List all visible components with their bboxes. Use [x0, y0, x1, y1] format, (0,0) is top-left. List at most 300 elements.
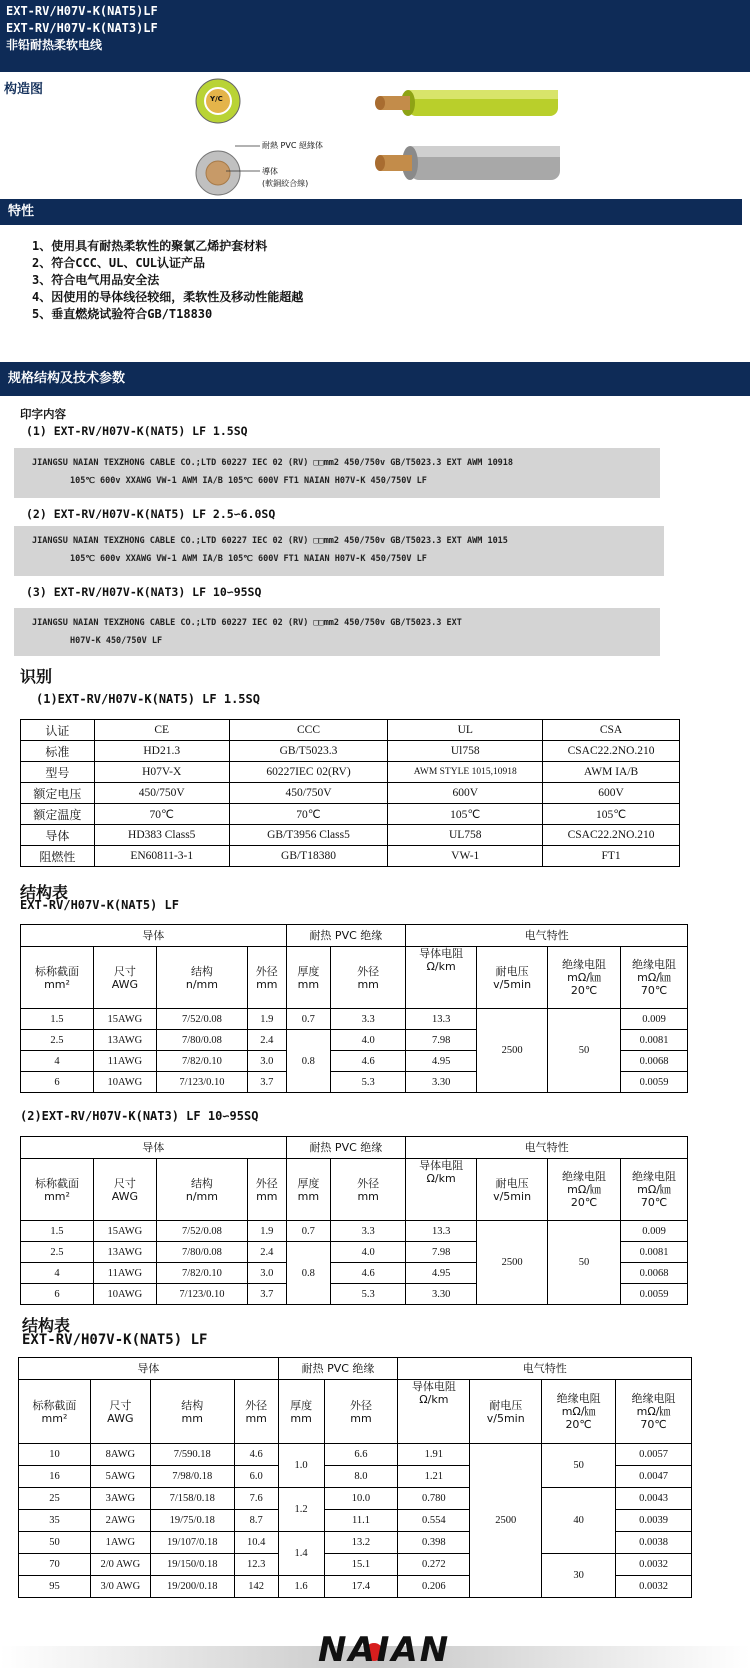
table-row — [19, 1554, 692, 1576]
table-cell: 电气特性 — [398, 1358, 692, 1380]
table-cell: 450/750V — [94, 783, 229, 804]
table-cell: 0.0068 — [621, 1051, 688, 1072]
table-cell: VW-1 — [388, 846, 543, 867]
table-cell: 4.6 — [331, 1263, 406, 1284]
header-text: 尺寸 — [113, 1176, 136, 1190]
header-text: mΩ/㎞ — [561, 1405, 596, 1418]
table-cell: 15AWG — [93, 1221, 156, 1242]
table-cell: 4.6 — [331, 1051, 406, 1072]
struct1-title: 结构表 — [20, 883, 69, 902]
table-row — [21, 783, 680, 804]
struct3-table — [18, 1357, 692, 1598]
table-cell — [548, 1159, 621, 1221]
table-row — [21, 762, 680, 783]
table-cell: 7/52/0.08 — [156, 1221, 247, 1242]
table-cell: H07V-X — [94, 762, 229, 783]
construction-diagram — [190, 76, 570, 200]
header-text: mm — [297, 977, 320, 991]
construction-label: 构造图 — [4, 82, 44, 97]
table-cell — [331, 947, 406, 1009]
table-cell: 8AWG — [90, 1444, 150, 1466]
table-cell: 1.0 — [278, 1444, 324, 1488]
table-cell: 型号 — [21, 762, 95, 783]
table-cell: 0.398 — [398, 1532, 470, 1554]
table-cell: 50 — [542, 1444, 616, 1488]
table-cell: 13AWG — [93, 1242, 156, 1263]
table-cell: 450/750V — [229, 783, 388, 804]
table-cell: 0.0043 — [616, 1488, 692, 1510]
table-cell: 3.0 — [248, 1263, 287, 1284]
table-cell: 0.0081 — [621, 1030, 688, 1051]
table-cell — [286, 947, 331, 1009]
feature-item: 5、垂直燃烧试验符合GB/T18830 — [32, 307, 213, 321]
table-cell: 7/82/0.10 — [156, 1051, 247, 1072]
table-cell — [406, 1159, 477, 1221]
table-cell: CSAC22.2NO.210 — [543, 741, 680, 762]
print-box-1 — [14, 448, 660, 498]
table-cell: 标准 — [21, 741, 95, 762]
header-text: 绝缘电阻 — [562, 958, 607, 971]
header-text: mΩ/㎞ — [567, 971, 601, 984]
table-row — [21, 1221, 688, 1242]
header-text: Ω/km — [426, 1172, 456, 1185]
table-cell — [406, 947, 477, 1009]
table-cell: 3.7 — [248, 1072, 287, 1093]
header-text: Ω/km — [426, 960, 456, 973]
table-cell: 7/80/0.08 — [156, 1030, 247, 1051]
table-cell: UL — [388, 720, 543, 741]
table-cell — [248, 1159, 287, 1221]
header-text: mm — [357, 977, 379, 991]
table-cell — [93, 1159, 156, 1221]
table-cell: 3.30 — [406, 1072, 477, 1093]
table-cell: 6.0 — [234, 1466, 278, 1488]
table-cell: 70℃ — [94, 804, 229, 825]
table-cell: 6 — [21, 1284, 94, 1305]
table-cell: 3.0 — [248, 1051, 287, 1072]
header-text: mm — [245, 1411, 267, 1425]
table-cell: 600V — [388, 783, 543, 804]
table-cell: CE — [94, 720, 229, 741]
table-cell: 19/150/0.18 — [150, 1554, 234, 1576]
table-cell: 2.4 — [248, 1030, 287, 1051]
table-cell: 40 — [542, 1488, 616, 1554]
table-cell: 0.780 — [398, 1488, 470, 1510]
table-cell: 8.7 — [234, 1510, 278, 1532]
table-cell: 105℃ — [543, 804, 680, 825]
table-cell: 2/0 AWG — [90, 1554, 150, 1576]
struct2-table — [20, 1136, 688, 1305]
print-line: JIANGSU NAIAN TEXZHONG CABLE CO.;LTD 60227 IEC 02 (RV) □□mm2 450/750v GB/T5023.3 EXT AWM 10918 — [32, 458, 514, 468]
table-cell: 3.3 — [331, 1221, 406, 1242]
table-cell: AWM STYLE 1015,10918 — [388, 762, 543, 783]
header-text: 导体电阻 — [419, 947, 464, 960]
table-cell — [542, 1380, 616, 1444]
table-cell: 11.1 — [324, 1510, 398, 1532]
struct2-subtitle: (2)EXT-RV/H07V-K(NAT3) LF 10∽95SQ — [20, 1109, 259, 1123]
table-cell: 0.7 — [286, 1009, 331, 1030]
table-cell: 1.21 — [398, 1466, 470, 1488]
header-text: mm² — [41, 1411, 68, 1425]
table-cell: HD21.3 — [94, 741, 229, 762]
table-cell: 7.6 — [234, 1488, 278, 1510]
table-cell: 13.3 — [406, 1221, 477, 1242]
table-cell — [616, 1380, 692, 1444]
header-text: 耐电压 — [495, 964, 529, 978]
header-text: AWG — [107, 1411, 134, 1425]
table-cell: 1AWG — [90, 1532, 150, 1554]
table-cell: 额定温度 — [21, 804, 95, 825]
ident-title: 识别 — [20, 667, 53, 686]
header-text: 70℃ — [640, 1196, 668, 1209]
header-text: mm — [256, 1189, 278, 1203]
table-cell: 0.554 — [398, 1510, 470, 1532]
header-text: 70℃ — [640, 1418, 667, 1431]
table-cell — [234, 1380, 278, 1444]
table-row — [21, 804, 680, 825]
table-cell: 0.0059 — [621, 1072, 688, 1093]
table-cell: 0.0068 — [621, 1263, 688, 1284]
feature-item: 1、使用具有耐热柔软性的聚氯乙烯护套材料 — [32, 239, 268, 253]
table-cell: AWM IA/B — [543, 762, 680, 783]
table-cell: 7.98 — [406, 1030, 477, 1051]
table-cell: 7/80/0.08 — [156, 1242, 247, 1263]
header-text: mm — [357, 1189, 379, 1203]
header-text: mm — [297, 1189, 320, 1203]
table-cell — [150, 1380, 234, 1444]
feature-item: 2、符合CCC、UL、CUL认证产品 — [32, 256, 206, 270]
table-cell: 5.3 — [331, 1284, 406, 1305]
table-cell: 4.0 — [331, 1030, 406, 1051]
header-text: 外径 — [357, 964, 380, 978]
table-cell: 25 — [19, 1488, 91, 1510]
header-text: 70℃ — [640, 984, 668, 997]
table-cell — [90, 1380, 150, 1444]
header-text: 外径 — [349, 1398, 372, 1412]
table-cell: 6.6 — [324, 1444, 398, 1466]
header-text: 尺寸 — [109, 1398, 132, 1412]
table-cell: 0.0039 — [616, 1510, 692, 1532]
table-cell: 1.9 — [248, 1009, 287, 1030]
table-cell: 70 — [19, 1554, 91, 1576]
table-cell — [19, 1380, 91, 1444]
header-text: 外径 — [255, 964, 278, 978]
table-cell: 2500 — [470, 1444, 542, 1598]
table-cell: 105℃ — [388, 804, 543, 825]
table-cell: 142 — [234, 1576, 278, 1598]
table-cell: 16 — [19, 1466, 91, 1488]
print-title-2: (2) EXT-RV/H07V-K(NAT5) LF 2.5∽6.0SQ — [26, 507, 276, 521]
table-row — [21, 846, 680, 867]
table-cell: 7/590.18 — [150, 1444, 234, 1466]
struct1-table — [20, 924, 688, 1093]
table-cell: 0.8 — [286, 1030, 331, 1093]
table-cell: 0.0038 — [616, 1532, 692, 1554]
table-cell: 0.0081 — [621, 1242, 688, 1263]
feature-item: 4、因使用的导体线径较细，柔软性及移动性能超越 — [32, 290, 304, 304]
table-cell: 13.2 — [324, 1532, 398, 1554]
table-cell: 15AWG — [93, 1009, 156, 1030]
print-line: JIANGSU NAIAN TEXZHONG CABLE CO.;LTD 60227 IEC 02 (RV) □□mm2 450/750v GB/T5023.3 EXT — [32, 618, 462, 628]
header-text: mm — [290, 1411, 312, 1425]
print-title-3: (3) EXT-RV/H07V-K(NAT3) LF 10∽95SQ — [26, 585, 262, 599]
table-cell: 0.272 — [398, 1554, 470, 1576]
header-text: mm — [350, 1411, 372, 1425]
header-text: n/mm — [185, 1189, 218, 1203]
callout-conductor: 導体 — [262, 167, 278, 176]
header-text: 耐电压 — [495, 1176, 529, 1190]
table-cell: 19/75/0.18 — [150, 1510, 234, 1532]
table-cell: EN60811-3-1 — [94, 846, 229, 867]
table-cell: 认证 — [21, 720, 95, 741]
table-cell: 60227IEC 02(RV) — [229, 762, 388, 783]
table-cell: 0.7 — [286, 1221, 331, 1242]
table-cell: CCC — [229, 720, 388, 741]
table-cell: 0.0047 — [616, 1466, 692, 1488]
header-text: 结构 — [181, 1398, 204, 1412]
struct1-subtitle: EXT-RV/H07V-K(NAT5) LF — [20, 898, 179, 912]
header-product-name: 非铅耐热柔软电线 — [6, 38, 103, 52]
table-cell: 10.4 — [234, 1532, 278, 1554]
header-text: 导体电阻 — [411, 1380, 456, 1393]
table-cell — [248, 947, 287, 1009]
header-text: 外径 — [255, 1176, 278, 1190]
header-text: Ω/km — [419, 1393, 449, 1406]
table-cell: 600V — [543, 783, 680, 804]
print-title-1: (1) EXT-RV/H07V-K(NAT5) LF 1.5SQ — [26, 424, 248, 438]
table-cell — [477, 947, 548, 1009]
header-text: n/mm — [185, 977, 218, 991]
table-cell: 电气特性 — [406, 925, 688, 947]
header-text: mm² — [44, 977, 70, 991]
print-label: 印字内容 — [20, 407, 66, 421]
table-cell: 8.0 — [324, 1466, 398, 1488]
table-cell: 0.009 — [621, 1009, 688, 1030]
header-text: 厚度 — [290, 1398, 313, 1412]
header-text: 外径 — [357, 1176, 380, 1190]
table-cell — [331, 1159, 406, 1221]
table-row — [21, 1009, 688, 1030]
table-row — [19, 1488, 692, 1510]
header-text: mΩ/㎞ — [567, 1183, 601, 1196]
header-text: mm — [181, 1411, 203, 1425]
table-cell: 1.4 — [278, 1532, 324, 1576]
print-box-3 — [14, 608, 660, 656]
header-text: 20℃ — [570, 984, 598, 997]
page-header — [0, 0, 750, 72]
header-text: 标称截面 — [34, 1176, 79, 1190]
table-cell — [470, 1380, 542, 1444]
struct3-title: 结构表 — [22, 1316, 71, 1335]
table-cell: 30 — [542, 1554, 616, 1598]
table-cell: 5.3 — [331, 1072, 406, 1093]
table-cell: 4.6 — [234, 1444, 278, 1466]
table-cell: 2.5 — [21, 1242, 94, 1263]
table-cell: 1.6 — [278, 1576, 324, 1598]
table-cell: 导体 — [21, 925, 287, 947]
header-text: 绝缘电阻 — [562, 1170, 607, 1183]
table-cell: 4 — [21, 1263, 94, 1284]
header-text: 导体电阻 — [419, 1159, 464, 1172]
ident-subtitle: (1)EXT-RV/H07V-K(NAT5) LF 1.5SQ — [36, 692, 260, 706]
table-cell: 0.206 — [398, 1576, 470, 1598]
table-cell: 50 — [548, 1009, 621, 1093]
table-cell: 0.0032 — [616, 1576, 692, 1598]
table-cell: 3.3 — [331, 1009, 406, 1030]
table-cell: 7/123/0.10 — [156, 1284, 247, 1305]
print-box-2 — [14, 526, 664, 576]
header-text: 厚度 — [297, 1176, 320, 1190]
table-cell — [156, 947, 247, 1009]
table-cell — [21, 1159, 94, 1221]
header-text: 耐电压 — [489, 1398, 523, 1412]
table-cell: 3/0 AWG — [90, 1576, 150, 1598]
table-cell: 0.0057 — [616, 1444, 692, 1466]
table-cell: 13AWG — [93, 1030, 156, 1051]
table-cell: 7/158/0.18 — [150, 1488, 234, 1510]
table-cell — [324, 1380, 398, 1444]
header-text: AWG — [111, 1189, 139, 1203]
table-cell: 耐热 PVC 绝缘 — [286, 925, 406, 947]
table-cell: 导体 — [21, 825, 95, 846]
header-text: v/5min — [486, 1411, 525, 1425]
table-cell: CSA — [543, 720, 680, 741]
callout-insulation: 耐熱 PVC 絕緣体 — [262, 141, 323, 150]
table-row — [19, 1444, 692, 1466]
specs-bar: 规格结构及技术参数 — [0, 362, 750, 396]
header-text: 标称截面 — [34, 964, 79, 978]
table-cell: 10AWG — [93, 1284, 156, 1305]
table-cell: 1.5 — [21, 1009, 94, 1030]
table-cell: 10AWG — [93, 1072, 156, 1093]
table-cell: 50 — [548, 1221, 621, 1305]
table-cell: 0.0032 — [616, 1554, 692, 1576]
table-cell: 13.3 — [406, 1009, 477, 1030]
table-cell: 35 — [19, 1510, 91, 1532]
header-text: v/5min — [493, 977, 532, 991]
header-text: 20℃ — [570, 1196, 598, 1209]
table-cell: 3.7 — [248, 1284, 287, 1305]
table-cell — [621, 1159, 688, 1221]
header-text: mm² — [44, 1189, 70, 1203]
header-model-2: EXT-RV/H07V-K(NAT3)LF — [6, 21, 158, 35]
header-text: mΩ/㎞ — [637, 971, 671, 984]
table-cell: 阻燃性 — [21, 846, 95, 867]
footer-logo: NAIAN — [318, 1630, 451, 1670]
table-cell: 1.5 — [21, 1221, 94, 1242]
table-row — [21, 720, 680, 741]
table-cell: 7/123/0.10 — [156, 1072, 247, 1093]
table-cell: FT1 — [543, 846, 680, 867]
table-cell: 10 — [19, 1444, 91, 1466]
feature-item: 3、符合电气用品安全法 — [32, 273, 160, 287]
table-cell: HD383 Class5 — [94, 825, 229, 846]
table-cell: 12.3 — [234, 1554, 278, 1576]
table-cell: 0.8 — [286, 1242, 331, 1305]
table-cell — [477, 1159, 548, 1221]
header-text: 外径 — [245, 1398, 268, 1412]
table-cell: 4.95 — [406, 1051, 477, 1072]
table-row — [21, 741, 680, 762]
table-row — [21, 825, 680, 846]
table-cell: 11AWG — [93, 1263, 156, 1284]
table-cell: 19/107/0.18 — [150, 1532, 234, 1554]
cable-badge: Y/C — [210, 95, 223, 103]
table-cell: 0.009 — [621, 1221, 688, 1242]
print-line: H07V-K 450/750V LF — [70, 636, 163, 646]
table-cell: 1.91 — [398, 1444, 470, 1466]
table-cell: 0.0059 — [621, 1284, 688, 1305]
table-cell: GB/T5023.3 — [229, 741, 388, 762]
table-cell — [93, 947, 156, 1009]
callout-conductor-note: (軟銅絞合線) — [262, 179, 309, 188]
table-cell: 95 — [19, 1576, 91, 1598]
table-cell — [548, 947, 621, 1009]
header-text: AWG — [111, 977, 139, 991]
table-cell: 3AWG — [90, 1488, 150, 1510]
header-text: 绝缘电阻 — [631, 1392, 676, 1405]
features-bar: 特性 — [0, 199, 742, 225]
print-line: JIANGSU NAIAN TEXZHONG CABLE CO.;LTD 60227 IEC 02 (RV) □□mm2 450/750v GB/T5023.3 EXT AWM 1015 — [32, 536, 508, 546]
table-cell — [286, 1159, 331, 1221]
table-cell: 10.0 — [324, 1488, 398, 1510]
header-text: mΩ/㎞ — [636, 1405, 671, 1418]
header-text: 标称截面 — [32, 1398, 77, 1412]
header-text: v/5min — [493, 1189, 532, 1203]
table-cell: 2500 — [477, 1221, 548, 1305]
header-text: 绝缘电阻 — [632, 1170, 677, 1183]
header-text: 厚度 — [297, 964, 320, 978]
table-cell: 2.5 — [21, 1030, 94, 1051]
header-text: 20℃ — [565, 1418, 592, 1431]
table-cell: 导体 — [19, 1358, 279, 1380]
table-cell: CSAC22.2NO.210 — [543, 825, 680, 846]
table-cell: 1.2 — [278, 1488, 324, 1532]
struct3-subtitle: EXT-RV/H07V-K(NAT5) LF — [22, 1332, 208, 1348]
table-cell: 耐热 PVC 绝缘 — [278, 1358, 398, 1380]
table-cell: GB/T3956 Class5 — [229, 825, 388, 846]
header-text: 绝缘电阻 — [632, 958, 677, 971]
table-cell: 1.9 — [248, 1221, 287, 1242]
features-list — [32, 238, 303, 323]
table-cell — [621, 947, 688, 1009]
table-cell: 4.95 — [406, 1263, 477, 1284]
table-cell: 7/82/0.10 — [156, 1263, 247, 1284]
header-text: mΩ/㎞ — [637, 1183, 671, 1196]
ident-table — [20, 719, 680, 867]
table-cell: 7.98 — [406, 1242, 477, 1263]
header-text: 绝缘电阻 — [556, 1392, 601, 1405]
table-cell: 17.4 — [324, 1576, 398, 1598]
table-cell: 额定电压 — [21, 783, 95, 804]
table-cell: 7/98/0.18 — [150, 1466, 234, 1488]
table-cell — [21, 947, 94, 1009]
header-model-1: EXT-RV/H07V-K(NAT5)LF — [6, 4, 158, 18]
table-cell: 3.30 — [406, 1284, 477, 1305]
table-cell: 2.4 — [248, 1242, 287, 1263]
table-cell: 电气特性 — [406, 1137, 688, 1159]
print-line: 105℃ 600v XXAWG VW-1 AWM IA/B 105℃ 600V FT1 NAIAN H07V-K 450/750V LF — [70, 554, 427, 564]
table-cell: 11AWG — [93, 1051, 156, 1072]
header-text: mm — [256, 977, 278, 991]
table-cell: 4 — [21, 1051, 94, 1072]
table-cell: 15.1 — [324, 1554, 398, 1576]
header-text: 结构 — [190, 964, 213, 978]
table-cell: 70℃ — [229, 804, 388, 825]
table-cell: 50 — [19, 1532, 91, 1554]
table-cell — [398, 1380, 470, 1444]
header-text: 尺寸 — [113, 964, 136, 978]
